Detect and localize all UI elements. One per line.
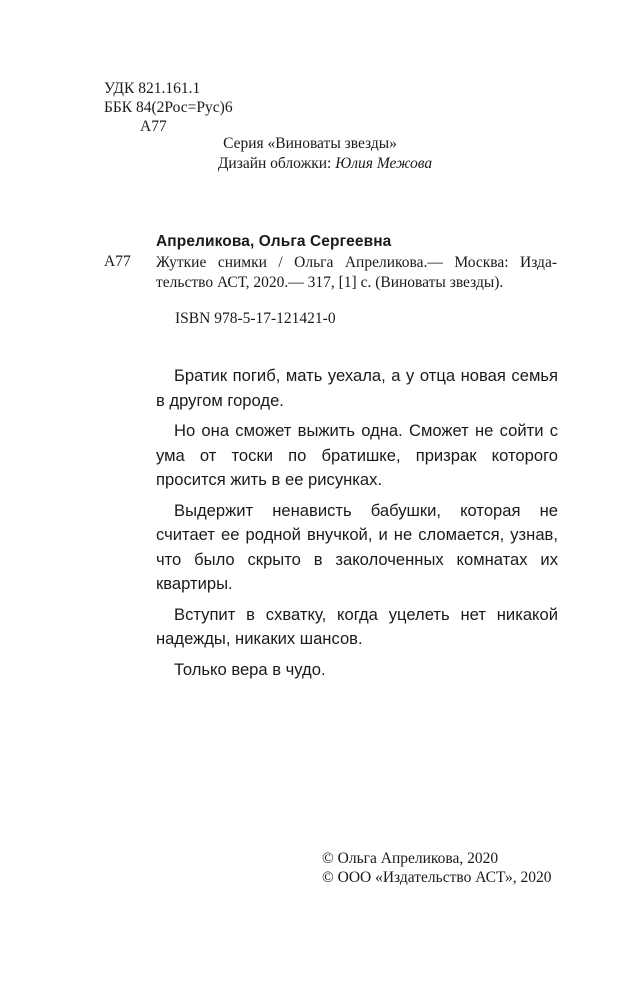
annotation-paragraph: Но она сможет выжить одна. Сможет не сойти с ума от тоски по братишке, призрак которого просится жить в ее рисунках.: [156, 421, 558, 489]
cover-designer-name: Юлия Межова: [335, 155, 433, 172]
author-mark: А77: [140, 118, 167, 135]
isbn: ISBN 978-5-17-121421-0: [175, 310, 336, 327]
udk-code: УДК 821.161.1: [104, 80, 201, 97]
record-description-line-2: тельство АСТ, 2020.— 317, [1] с. (Виноваты звезды).: [156, 274, 504, 291]
record-author: Апреликова, Ольга Сергеевна: [156, 233, 392, 250]
annotation-paragraph: Вступит в схватку, когда уцелеть нет никакой надежды, никаких шансов.: [156, 604, 558, 648]
annotation-paragraph: Только вера в чудо.: [174, 659, 326, 679]
annotation-paragraph: Братик погиб, мать уехала, а у отца новая семья в другом городе.: [156, 366, 558, 410]
bbk-code: ББК 84(2Рос=Рус)6: [104, 99, 233, 116]
record-description-line-1: Жуткие снимки / Ольга Апреликова.— Москва: Изда-: [156, 254, 557, 271]
cover-design-line: [0, 155, 620, 173]
series-line: Серия «Виноваты звезды»: [223, 135, 397, 152]
record-author-mark: А77: [104, 253, 131, 270]
annotation-paragraph: Выдержит ненависть бабушки, которая не считает ее родной внучкой, и не сломается, узнав, что было скрыто в заколоченных комнатах их квартиры.: [156, 500, 558, 593]
annotation: [156, 364, 558, 688]
cover-design-label: Дизайн обложки:: [217, 155, 332, 172]
copyright-publisher: © ООО «Издательство АСТ», 2020: [322, 869, 552, 886]
record-description: [156, 253, 557, 293]
copyright-author: © Ольга Апреликова, 2020: [322, 850, 499, 867]
